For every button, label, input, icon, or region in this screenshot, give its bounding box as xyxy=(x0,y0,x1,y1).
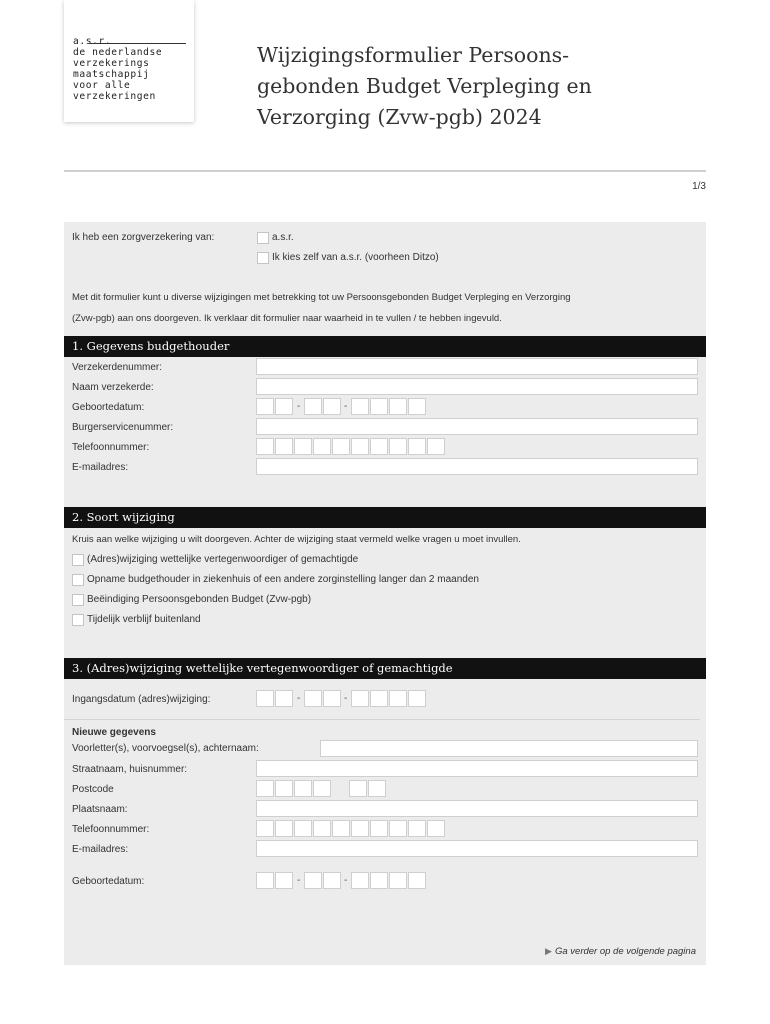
input-plaatsnaam[interactable] xyxy=(256,800,698,817)
label-voorletters: Voorletter(s), voorvoegsel(s), achternaam: xyxy=(72,743,259,754)
label-geboortedatum: Geboortedatum: xyxy=(72,402,145,413)
date-separator: - xyxy=(297,401,301,412)
continue-note-text: Ga verder op de volgende pagina xyxy=(554,946,696,957)
input-phone-digit[interactable] xyxy=(427,438,445,455)
input-phone-digit[interactable] xyxy=(275,820,293,837)
label-naam-verzekerde: Naam verzekerde: xyxy=(72,382,154,393)
intro-line-1: Met dit formulier kunt u diverse wijzigingen met betrekking tot uw Persoonsgebonden Budget Verpleging en Verzorging xyxy=(72,292,571,303)
input-birth-year-2[interactable] xyxy=(370,398,388,415)
input-phone-digit[interactable] xyxy=(351,438,369,455)
checkbox-asr[interactable] xyxy=(257,232,269,244)
option-adreswijziging: (Adres)wijziging wettelijke vertegenwoordiger of gemachtigde xyxy=(87,554,359,565)
input-phone-digit[interactable] xyxy=(370,438,388,455)
date-separator: - xyxy=(344,401,348,412)
logo-line-6: verzekeringen xyxy=(73,91,156,102)
checkbox-ditzo[interactable] xyxy=(257,252,269,264)
input-emailadres-new[interactable] xyxy=(256,840,698,857)
logo-text xyxy=(73,36,194,102)
label-bsn: Burgerservicenummer: xyxy=(72,422,174,433)
input-start-day-1[interactable] xyxy=(256,690,274,707)
logo-rule xyxy=(90,43,186,44)
date-separator: - xyxy=(344,875,348,886)
input-emailadres[interactable] xyxy=(256,458,698,475)
checkbox-adreswijziging[interactable] xyxy=(72,554,84,566)
label-plaatsnaam: Plaatsnaam: xyxy=(72,804,128,815)
page-number: 1/3 xyxy=(692,181,706,192)
option-buitenland: Tijdelijk verblijf buitenland xyxy=(87,614,201,625)
label-emailadres: E-mailadres: xyxy=(72,462,129,473)
input-postcode-digit[interactable] xyxy=(275,780,293,797)
input-phone-digit[interactable] xyxy=(313,820,331,837)
date-separator: - xyxy=(297,693,301,704)
input-start-year-4[interactable] xyxy=(408,690,426,707)
input-phone-digit[interactable] xyxy=(370,820,388,837)
input-birth-month-2[interactable] xyxy=(323,398,341,415)
input-phone-digit[interactable] xyxy=(313,438,331,455)
input-phone-digit[interactable] xyxy=(351,820,369,837)
input-birth-day-1[interactable] xyxy=(256,872,274,889)
label-telefoonnummer-new: Telefoonnummer: xyxy=(72,824,150,835)
input-bsn[interactable] xyxy=(256,418,698,435)
input-birth-year-3[interactable] xyxy=(389,872,407,889)
input-phone-digit[interactable] xyxy=(389,820,407,837)
input-birth-month-1[interactable] xyxy=(304,872,322,889)
input-start-year-2[interactable] xyxy=(370,690,388,707)
input-naam-verzekerde[interactable] xyxy=(256,378,698,395)
input-phone-digit[interactable] xyxy=(389,438,407,455)
checkbox-buitenland[interactable] xyxy=(72,614,84,626)
page-title xyxy=(257,40,727,133)
label-straatnaam: Straatnaam, huisnummer: xyxy=(72,764,188,775)
logo-line-2: de nederlandse xyxy=(73,47,163,58)
input-straatnaam[interactable] xyxy=(256,760,698,777)
section-2-header: 2. Soort wijziging xyxy=(64,507,706,528)
input-voorletters[interactable] xyxy=(320,740,698,757)
divider xyxy=(64,719,700,720)
continue-note xyxy=(545,946,696,957)
input-phone-digit[interactable] xyxy=(256,820,274,837)
input-phone-digit[interactable] xyxy=(408,438,426,455)
logo-line-3: verzekerings xyxy=(73,58,150,69)
input-verzekerdenummer[interactable] xyxy=(256,358,698,375)
input-start-month-1[interactable] xyxy=(304,690,322,707)
input-phone-digit[interactable] xyxy=(427,820,445,837)
checkbox-opname[interactable] xyxy=(72,574,84,586)
input-phone-digit[interactable] xyxy=(408,820,426,837)
logo-line-1: a.s.r. xyxy=(73,36,112,47)
input-start-year-3[interactable] xyxy=(389,690,407,707)
title-line-2: gebonden Budget Verpleging en xyxy=(257,74,592,98)
logo-line-4: maatschappij xyxy=(73,69,150,80)
option-ditzo-label: Ik kies zelf van a.s.r. (voorheen Ditzo) xyxy=(272,252,439,263)
label-postcode: Postcode xyxy=(72,784,114,795)
input-start-day-2[interactable] xyxy=(275,690,293,707)
input-birth-year-2[interactable] xyxy=(370,872,388,889)
form-area xyxy=(64,222,706,965)
header-divider xyxy=(64,170,706,172)
input-birth-day-2[interactable] xyxy=(275,872,293,889)
logo-line-5: voor alle xyxy=(73,80,131,91)
asr-logo xyxy=(64,0,194,122)
input-postcode-letter[interactable] xyxy=(368,780,386,797)
title-line-3: Verzorging (Zvw-pgb) 2024 xyxy=(257,105,542,129)
option-opname: Opname budgethouder in ziekenhuis of een andere zorginstelling langer dan 2 maanden xyxy=(87,574,479,585)
checkbox-beeindiging[interactable] xyxy=(72,594,84,606)
section-1-header: 1. Gegevens budgethouder xyxy=(64,336,706,357)
insurance-label: Ik heb een zorgverzekering van: xyxy=(72,232,215,243)
input-birth-month-2[interactable] xyxy=(323,872,341,889)
label-emailadres-new: E-mailadres: xyxy=(72,844,129,855)
input-phone-digit[interactable] xyxy=(275,438,293,455)
title-line-1: Wijzigingsformulier Persoons- xyxy=(257,43,570,67)
date-separator: - xyxy=(344,693,348,704)
input-birth-day-2[interactable] xyxy=(275,398,293,415)
input-postcode-digit[interactable] xyxy=(313,780,331,797)
new-data-heading: Nieuwe gegevens xyxy=(72,727,156,738)
section-2-instruction: Kruis aan welke wijziging u wilt doorgeven. Achter de wijziging staat vermeld welke vragen u moet invullen. xyxy=(72,534,521,545)
label-verzekerdenummer: Verzekerdenummer: xyxy=(72,362,163,373)
input-birth-year-3[interactable] xyxy=(389,398,407,415)
input-phone-digit[interactable] xyxy=(294,820,312,837)
label-geboortedatum-new: Geboortedatum: xyxy=(72,876,145,887)
input-start-year-1[interactable] xyxy=(351,690,369,707)
input-birth-year-1[interactable] xyxy=(351,872,369,889)
play-arrow-icon: ▶ xyxy=(545,946,552,956)
input-birth-month-1[interactable] xyxy=(304,398,322,415)
input-birth-day-1[interactable] xyxy=(256,398,274,415)
label-ingangsdatum: Ingangsdatum (adres)wijziging: xyxy=(72,694,211,705)
input-phone-digit[interactable] xyxy=(332,438,350,455)
input-postcode-letter[interactable] xyxy=(349,780,367,797)
input-birth-year-4[interactable] xyxy=(408,872,426,889)
input-phone-digit[interactable] xyxy=(332,820,350,837)
section-3-header: 3. (Adres)wijziging wettelijke vertegenwoordiger of gemachtigde xyxy=(64,658,706,679)
input-postcode-digit[interactable] xyxy=(256,780,274,797)
date-separator: - xyxy=(297,875,301,886)
input-start-month-2[interactable] xyxy=(323,690,341,707)
input-birth-year-1[interactable] xyxy=(351,398,369,415)
intro-line-2: (Zvw-pgb) aan ons doorgeven. Ik verklaar dit formulier naar waarheid in te vullen / te hebben ingevuld. xyxy=(72,313,502,324)
input-postcode-digit[interactable] xyxy=(294,780,312,797)
option-asr-label: a.s.r. xyxy=(272,232,294,243)
option-beeindiging: Beëindiging Persoonsgebonden Budget (Zvw-pgb) xyxy=(87,594,312,605)
input-phone-digit[interactable] xyxy=(294,438,312,455)
input-phone-digit[interactable] xyxy=(256,438,274,455)
label-telefoonnummer: Telefoonnummer: xyxy=(72,442,150,453)
input-birth-year-4[interactable] xyxy=(408,398,426,415)
